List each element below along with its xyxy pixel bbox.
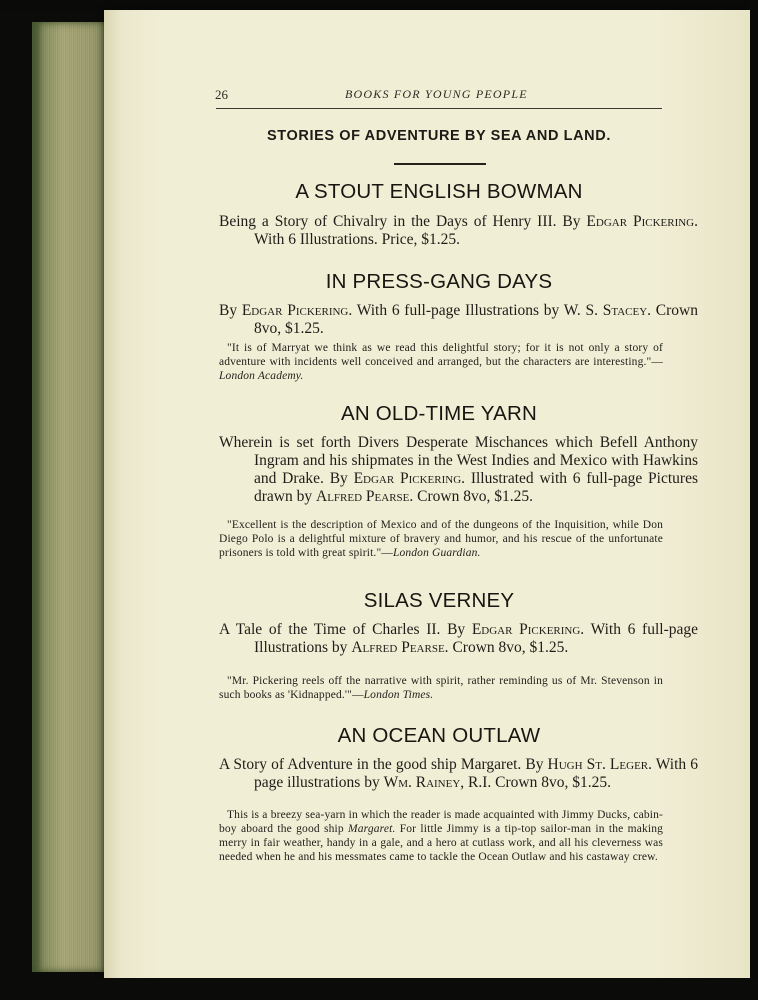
book-title: A STOUT ENGLISH BOWMAN [295,180,583,203]
book-title: AN OCEAN OUTLAW [337,724,541,747]
press-review: "Mr. Pickering reels off the narrative with spirit, rather reminding us of Mr. Stevenson in such books as 'Kidnapped.'"—London Times. [219,675,663,701]
author-name: Edgar Pickering. [241,302,353,319]
header-rule [216,108,662,109]
illustrator-name: Wm. Rainey, R.I. [383,774,492,791]
section-divider [394,163,486,165]
scan-background-right [750,0,758,1000]
book-title: IN PRESS-GANG DAYS [325,270,553,293]
book-description: Wherein is set forth Divers Desperate Mischances which Befell Anthony Ingram and his shipmates in the West Indies and Mexico with Hawkins and Drake. By Edgar Pickering. Illustrated with 6 full-page Pictures drawn by Alfred Pearse. Crown 8vo, $1.25. [219,434,698,505]
book-title: SILAS VERNEY [363,589,515,612]
review-source: London Guardian. [392,547,481,559]
book-description: Being a Story of Chivalry in the Days of Henry III. By Edgar Pickering. With 6 Illustrations. Price, $1.25. [219,213,698,248]
page-number: 26 [215,87,228,102]
book-title: AN OLD-TIME YARN [340,402,538,425]
illustrator-name: Alfred Pearse. [316,488,414,505]
book-description: A Tale of the Time of Charles II. By Edgar Pickering. With 6 full-page Illustrations by Alfred Pearse. Crown 8vo, $1.25. [219,621,698,656]
ship-name: Margaret. [348,823,396,835]
book-page-edges [32,22,108,972]
press-review: "It is of Marryat we think as we read this delightful story; for it is not only a story of adventure with incidents well conceived and arranged, but the characters are interesting."—London Academy. [219,342,663,382]
review-source: London Academy. [219,370,304,382]
section-title: STORIES OF ADVENTURE BY SEA AND LAND. [267,128,611,144]
press-review: "Excellent is the description of Mexico and of the dungeons of the Inquisition, while Don Diego Polo is a delightful mixture of bravery and humor, and his rescue of the unfortunate prisoners is told with great spirit."—London Guardian. [219,519,663,559]
running-header: BOOKS FOR YOUNG PEOPLE [345,87,528,101]
book-description: By Edgar Pickering. With 6 full-page Illustrations by W. S. Stacey. Crown 8vo, $1.25. [219,302,698,337]
review-source: London Times. [363,689,434,701]
book-synopsis: This is a breezy sea-yarn in which the reader is made acquainted with Jimmy Ducks, cabin-boy aboard the good ship Margaret. For little Jimmy is a tip-top sailor-man in the making merry in fair weather, handy in a gale, and a hero at cutlass work, and all his cleverness was needed when he and his messmates came to tackle the Ocean Outlaw and his castaway crew. [219,809,663,863]
illustrator-name: Alfred Pearse. [351,639,449,656]
author-name: Hugh St. Leger. [547,756,652,773]
author-name: Edgar Pickering. [586,213,698,230]
illustrator-name: S. Stacey. [585,302,652,319]
book-description: A Story of Adventure in the good ship Margaret. By Hugh St. Leger. With 6 page illustrations by Wm. Rainey, R.I. Crown 8vo, $1.25. [219,756,699,791]
scan-background-bottom [0,978,758,1000]
author-name: Edgar Pickering. [471,621,585,638]
author-name: Edgar Pickering. [353,470,466,487]
